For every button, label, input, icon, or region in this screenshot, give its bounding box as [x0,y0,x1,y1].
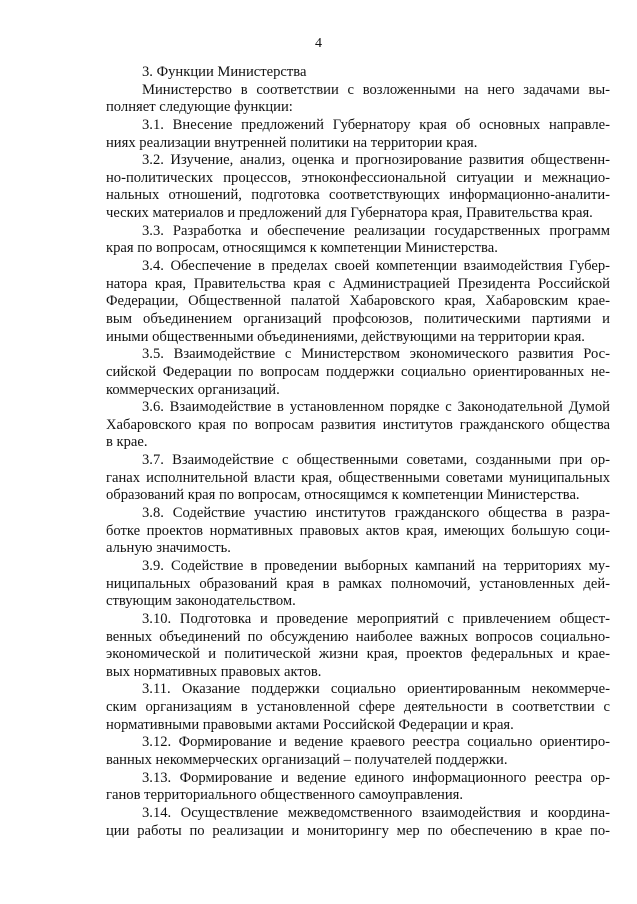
text-line: в крае. [106,434,148,451]
text-line: ции работы по реализации и мониторингу мер по обеспечению в крае по- [106,822,610,839]
text-line: сийской Федерации по вопросам поддержки социально ориентированных не- [106,363,610,380]
text-line: но-политических процессов, этноконфессиональной ситуации и межнацио- [106,169,610,186]
text-line: 3.8. Содействие участию институтов гражданского общества в разра- [142,505,610,522]
text-line: 3.11. Оказание поддержки социально ориентированным некоммерче- [142,681,610,698]
text-line: 3.10. Подготовка и проведение мероприятий с привлечением общест- [142,610,610,627]
text-line: 3.9. Содействие в проведении выборных кампаний на территориях му- [142,557,610,574]
text-line: 3.6. Взаимодействие в установленном порядке с Законодательной Думой [142,399,610,416]
text-line: 3.5. Взаимодействие с Министерством экономического развития Рос- [142,346,610,363]
text-line: коммерческих организаций. [106,381,280,398]
text-line: ческих материалов и предложений для Губернатора края, Правительства края. [106,205,593,222]
text-line: ствующим законодательством. [106,593,296,610]
text-line: 3. Функции Министерства [142,64,307,80]
text-line: венных объединений по обсуждению наиболее важных вопросов социально- [106,628,610,645]
text-line: 3.12. Формирование и ведение краевого реестра социально ориентиро- [142,734,610,751]
text-line: ниципальных образований края в рамках полномочий, установленных дей- [106,575,610,592]
text-line: ниях реализации внутренней политики на территории края. [106,134,478,151]
text-line: 3.14. Осуществление межведомственного взаимодействия и координа- [142,804,610,821]
text-line: Министерство в соответствии с возложенными на него задачами вы- [142,81,610,98]
text-line: ганах исполнительной власти края, общественными советами муниципальных [106,469,610,486]
text-line: ганов территориального общественного самоуправления. [106,787,464,804]
text-line: иными общественными объединениями, действующими на территории края. [106,328,585,345]
text-line: 3.4. Обеспечение в пределах своей компетенции взаимодействия Губер- [142,258,610,275]
text-line: нормативными правовыми актами Российской Федерации и края. [106,716,514,733]
text-line: нальных отношений, подготовка соответствующих информационно-аналити- [106,187,610,204]
text-line: 3.7. Взаимодействие с общественными советами, созданными при ор- [142,452,610,469]
text-line: 3.2. Изучение, анализ, оценка и прогнозирование развития общественн- [142,152,610,169]
text-line: полняет следующие функции: [106,99,293,116]
text-line: Федерации, Общественной палатой Хабаровского края, Хабаровским крае- [106,293,610,310]
text-line: 3.13. Формирование и ведение единого информационного реестра ор- [142,769,610,786]
text-line: натора края, Правительства края с Администрацией Президента Российской [106,275,610,292]
text-line: вых нормативных правовых актов. [106,663,322,680]
text-line: образований края по вопросам, относящимся к компетенции Министерства. [106,487,580,504]
text-line: 3.3. Разработка и обеспечение реализации государственных программ [142,222,610,239]
text-line: экономической и политической жизни края, проектов федеральных и крае- [106,646,610,663]
text-line: ванных некоммерческих организаций – получателей поддержки. [106,751,508,768]
text-line: Хабаровского края по вопросам развития институтов гражданского общества [106,416,610,433]
text-line: ботке проектов нормативных правовых актов края, имеющих большую соци- [106,522,610,539]
page-number: 4 [315,36,322,51]
text-line: края по вопросам, относящимся к компетенции Министерства. [106,240,498,257]
text-line: 3.1. Внесение предложений Губернатору края об основных направле- [142,116,610,133]
text-line: вым объединением организаций профсоюзов, политическими партиями и [106,310,610,327]
text-line: ским организациям в установленной сфере деятельности в соответствии с [106,699,610,716]
text-line: альную значимость. [106,540,231,557]
body-text [106,64,610,840]
